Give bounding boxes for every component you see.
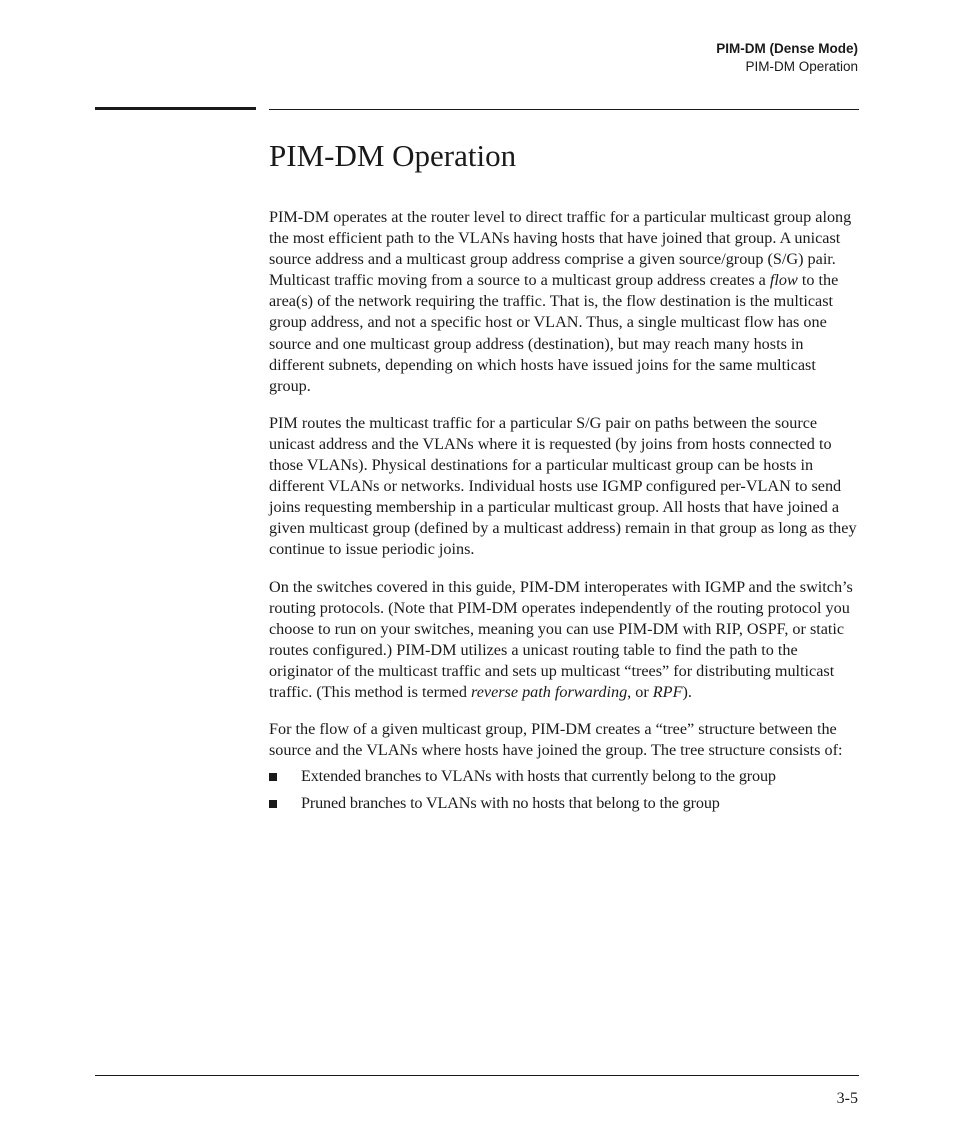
header-rule-left [95, 107, 256, 110]
list-item-text: Extended branches to VLANs with hosts that currently belong to the group [301, 767, 776, 786]
body-content [269, 207, 859, 820]
running-header-section: PIM-DM Operation [745, 59, 858, 74]
rpf-full-term: reverse path forwarding [471, 682, 628, 701]
paragraph-interoperation-text-b: , or [627, 682, 653, 701]
footer-rule [95, 1075, 859, 1076]
paragraph-flow-text-b: to the area(s) of the network requiring the traffic. That is, the flow destination is the multicast group address, and not a specific host or VLAN. Thus, a single multicast flow has one source and one multicast group address (destination), but may reach many hosts in different subnets, depending on which hosts have issued joins for the same multicast group. [269, 271, 839, 395]
list-item-text: Pruned branches to VLANs with no hosts that belong to the group [301, 794, 720, 813]
list-item [269, 793, 859, 814]
running-header [716, 40, 858, 76]
flow-term: flow [769, 271, 798, 290]
list-item [269, 766, 859, 787]
rpf-abbreviation: RPF [652, 682, 683, 701]
page-title: PIM-DM Operation [269, 138, 517, 173]
paragraph-flow [269, 207, 859, 397]
page-number: 3-5 [836, 1090, 858, 1107]
paragraph-tree-structure: For the flow of a given multicast group, PIM-DM creates a “tree” structure between the source and the VLANs where hosts have joined the group. The tree structure consists of: [269, 720, 843, 760]
tree-structure-list [269, 766, 859, 814]
header-rule-right [269, 109, 859, 110]
running-header-chapter: PIM-DM (Dense Mode) [716, 41, 858, 56]
paragraph-interoperation-text-c: ). [682, 682, 692, 701]
paragraph-interoperation-text-a: On the switches covered in this guide, PIM-DM interoperates with IGMP and the switch’s routing protocols. (Note that PIM-DM operates independently of the routing protocol you choose to run on your switches, meaning you can use PIM-DM with RIP, OSPF, or static routes configured.) PIM-DM utilizes a unicast routing table to find the path to the originator of the multicast traffic and sets up multicast “trees” for distributing multicast traffic. (This method is termed [269, 577, 853, 701]
paragraph-interoperation [269, 577, 859, 704]
square-bullet-icon [269, 773, 277, 781]
square-bullet-icon [269, 800, 277, 808]
paragraph-routing: PIM routes the multicast traffic for a particular S/G pair on paths between the source unicast address and the VLANs where it is requested (by joins from hosts connected to those VLANs). Physical destinations for a particular multicast group can be hosts in different VLANs or networks. Individual hosts use IGMP configured per-VLAN to send joins requesting membership in a particular multicast group. All hosts that have joined a given multicast group (defined by a multicast address) remain in that group as long as they continue to issue periodic joins. [269, 413, 857, 559]
paragraph-flow-text-a: PIM-DM operates at the router level to direct traffic for a particular multicast group along the most efficient path to the VLANs having hosts that have joined that group. A unicast source address and a multicast group address comprise a given source/group (S/G) pair. Multicast traffic moving from a source to a multicast group address creates a [269, 208, 852, 290]
